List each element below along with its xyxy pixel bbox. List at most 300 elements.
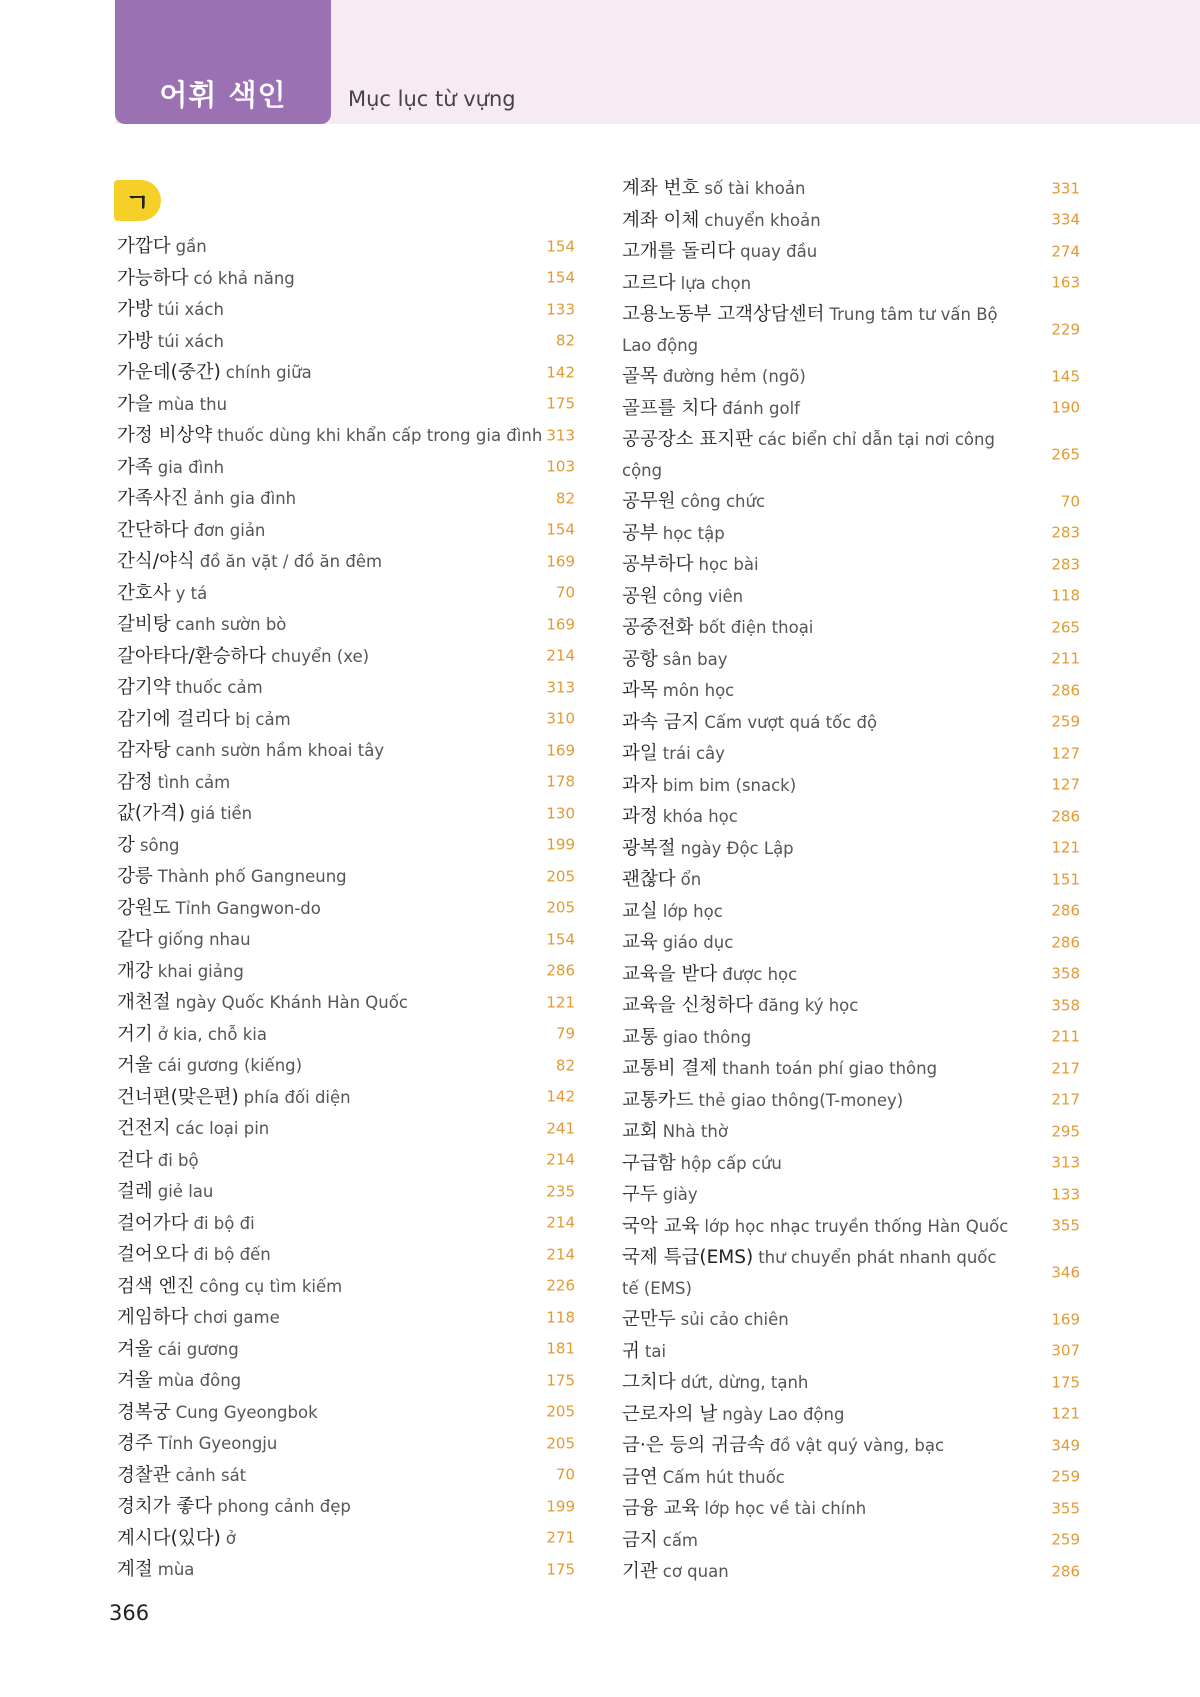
entry-vietnamese: tình cảm <box>157 772 231 792</box>
entry-vietnamese: bị cảm <box>235 709 291 729</box>
entry-korean: 교통 <box>622 1026 658 1048</box>
entry-page: 79 <box>555 1024 575 1043</box>
index-entry <box>117 893 577 925</box>
index-entry <box>117 735 577 767</box>
entry-vietnamese: các loại pin <box>175 1119 270 1138</box>
entry-page: 259 <box>1051 1530 1080 1549</box>
entry-vietnamese: giáo dục <box>662 933 734 952</box>
entry-korean: 가을 <box>117 393 153 415</box>
entry-korean: 공원 <box>622 585 658 607</box>
entry-page: 286 <box>1051 681 1080 700</box>
entry-vietnamese: lớp học nhạc truyền thống Hàn Quốc <box>704 1216 1009 1236</box>
entry-korean: 공무원 <box>622 491 676 512</box>
entry-korean: 게임하다 <box>117 1307 189 1328</box>
entry-page: 121 <box>546 993 575 1012</box>
entry-korean: 골프를 치다 <box>622 397 718 419</box>
entry-page: 358 <box>1051 996 1080 1015</box>
entry-page: 154 <box>546 930 575 949</box>
entry-korean: 골목 <box>622 366 658 387</box>
entry-vietnamese: bim bim (snack) <box>662 775 797 795</box>
entry-page: 169 <box>546 615 575 634</box>
index-entry <box>117 1082 577 1114</box>
index-entry <box>117 1208 577 1240</box>
entry-page: 286 <box>1051 901 1080 920</box>
index-entry <box>622 361 1082 393</box>
entry-vietnamese: sủi cảo chiên <box>680 1310 789 1329</box>
entry-page: 175 <box>546 394 575 413</box>
index-entry <box>117 1428 577 1460</box>
entry-page: 169 <box>1051 1310 1080 1329</box>
entry-korean: 같다 <box>117 929 153 950</box>
entry-vietnamese: đi bộ đến <box>193 1245 271 1264</box>
entry-vietnamese: lựa chọn <box>680 273 752 293</box>
entry-vietnamese: trái cây <box>662 744 725 763</box>
entry-korean: 건전지 <box>117 1118 171 1139</box>
entry-vietnamese: giày <box>662 1185 698 1204</box>
entry-korean: 구두 <box>622 1184 658 1205</box>
entry-page: 121 <box>1051 1404 1080 1423</box>
index-entry <box>117 578 577 610</box>
index-entry <box>622 1242 1082 1304</box>
index-entry <box>622 486 1082 518</box>
index-entry <box>117 1554 577 1586</box>
entry-page: 271 <box>546 1528 575 1547</box>
entry-page: 70 <box>555 1465 575 1484</box>
entry-vietnamese: cái gương <box>157 1339 239 1359</box>
index-entry <box>622 801 1082 833</box>
entry-page: 214 <box>546 1245 575 1264</box>
index-entry <box>622 990 1082 1022</box>
entry-page: 310 <box>546 709 575 728</box>
entry-korean: 과정 <box>622 806 658 827</box>
entry-vietnamese: gần <box>175 237 207 256</box>
entry-vietnamese: mùa thu <box>157 394 228 414</box>
entry-page: 181 <box>546 1339 575 1358</box>
index-entry <box>117 357 577 389</box>
entry-vietnamese: có khả năng <box>193 268 295 288</box>
entry-vietnamese: giống nhau <box>157 930 251 949</box>
entry-page: 82 <box>555 489 575 508</box>
entry-vietnamese: Thành phố Gangneung <box>157 867 347 886</box>
entry-korean: 그치다 <box>622 1372 676 1393</box>
entry-vietnamese: cảnh sát <box>175 1465 247 1485</box>
entry-page: 355 <box>1051 1216 1080 1235</box>
entry-korean: 과속 금지 <box>622 711 700 733</box>
entry-page: 169 <box>546 741 575 760</box>
entry-page: 283 <box>1051 523 1080 542</box>
entry-page: 127 <box>1051 775 1080 794</box>
entry-vietnamese: hộp cấp cứu <box>680 1153 782 1173</box>
entry-vietnamese: ngày Lao động <box>722 1404 845 1424</box>
index-entry <box>117 1176 577 1208</box>
index-entry <box>117 987 577 1019</box>
index-entry <box>622 1556 1082 1588</box>
entry-vietnamese: chơi game <box>193 1308 280 1327</box>
entry-page: 214 <box>546 646 575 665</box>
entry-korean: 교실 <box>622 900 658 922</box>
entry-vietnamese: học tập <box>662 523 725 543</box>
entry-page: 229 <box>1051 320 1080 339</box>
index-column-left <box>117 231 577 1586</box>
entry-vietnamese: chuyển khoản <box>704 210 821 230</box>
index-entry <box>117 924 577 956</box>
index-entry <box>622 1053 1082 1085</box>
index-entry <box>622 644 1082 676</box>
entry-vietnamese: giẻ lau <box>157 1182 214 1201</box>
entry-korean: 거기 <box>117 1023 153 1045</box>
entry-vietnamese: gia đình <box>157 457 225 477</box>
entry-vietnamese: canh sườn bò <box>175 615 287 634</box>
entry-korean: 귀 <box>622 1340 640 1362</box>
entry-korean: 금지 <box>622 1529 658 1551</box>
entry-korean: 강원도 <box>117 897 171 919</box>
entry-page: 163 <box>1051 273 1080 292</box>
entry-page: 358 <box>1051 964 1080 983</box>
entry-korean: 감기약 <box>117 677 171 698</box>
index-entry <box>622 1116 1082 1148</box>
entry-page: 118 <box>546 1308 575 1327</box>
entry-page: 205 <box>546 898 575 917</box>
entry-vietnamese: môn học <box>662 681 735 700</box>
entry-korean: 교육을 받다 <box>622 963 718 985</box>
entry-vietnamese: bốt điện thoại <box>698 618 814 637</box>
entry-korean: 계좌 이체 <box>622 209 700 231</box>
entry-page: 142 <box>546 363 575 382</box>
entry-page: 175 <box>1051 1373 1080 1392</box>
entry-korean: 감정 <box>117 771 153 793</box>
index-entry <box>622 612 1082 644</box>
index-entry <box>622 959 1082 991</box>
entry-page: 154 <box>546 520 575 539</box>
entry-korean: 가운데(중간) <box>117 362 221 383</box>
entry-page: 178 <box>546 772 575 791</box>
entry-page: 70 <box>555 583 575 602</box>
entry-korean: 경주 <box>117 1433 153 1454</box>
entry-vietnamese: cấm <box>662 1530 699 1550</box>
entry-page: 241 <box>546 1119 575 1138</box>
entry-page: 286 <box>1051 933 1080 952</box>
entry-page: 103 <box>546 457 575 476</box>
entry-page: 70 <box>1060 492 1080 511</box>
index-entry <box>117 1302 577 1334</box>
entry-korean: 가방 <box>117 330 153 352</box>
index-entry <box>117 515 577 547</box>
entry-vietnamese: đơn giản <box>193 520 266 540</box>
entry-page: 331 <box>1051 179 1080 198</box>
index-entry <box>622 1211 1082 1243</box>
entry-korean: 교회 <box>622 1121 658 1142</box>
entry-korean: 간단하다 <box>117 519 189 541</box>
section-letter-badge: ㄱ <box>114 180 161 221</box>
entry-vietnamese: khai giảng <box>157 961 244 981</box>
index-entry <box>117 641 577 673</box>
entry-korean: 광복절 <box>622 837 676 859</box>
entry-vietnamese: khóa học <box>662 807 738 826</box>
entry-korean: 공중전화 <box>622 617 694 638</box>
index-entry <box>117 389 577 421</box>
index-entry <box>622 738 1082 770</box>
entry-vietnamese: thanh toán phí giao thông <box>722 1059 938 1078</box>
entry-page: 175 <box>546 1560 575 1579</box>
entry-korean: 검색 엔진 <box>117 1275 195 1297</box>
entry-vietnamese: cơ quan <box>662 1562 729 1581</box>
entry-vietnamese: ổn <box>680 870 702 889</box>
entry-korean: 과목 <box>622 680 658 701</box>
index-entry <box>622 896 1082 928</box>
index-entry <box>117 1460 577 1492</box>
entry-korean: 교통카드 <box>622 1089 694 1111</box>
entry-vietnamese: Cấm hút thuốc <box>662 1467 785 1487</box>
entry-korean: 공부 <box>622 522 658 544</box>
entry-vietnamese: dứt, dừng, tạnh <box>680 1373 809 1392</box>
entry-korean: 경복궁 <box>117 1401 171 1423</box>
entry-vietnamese: chính giữa <box>225 363 312 382</box>
header-subtitle: Mục lục từ vựng <box>348 87 516 111</box>
index-entry <box>622 1085 1082 1117</box>
index-entry <box>117 1239 577 1271</box>
entry-korean: 건너편(맞은편) <box>117 1086 239 1108</box>
entry-korean: 간호사 <box>117 582 171 604</box>
entry-vietnamese: cái gương (kiếng) <box>157 1056 303 1075</box>
index-entry <box>622 1399 1082 1431</box>
entry-korean: 국악 교육 <box>622 1215 700 1237</box>
entry-page: 346 <box>1051 1263 1080 1282</box>
entry-korean: 군만두 <box>622 1309 676 1330</box>
entry-korean: 걸레 <box>117 1181 153 1202</box>
entry-vietnamese: đi bộ <box>157 1150 199 1170</box>
entry-page: 349 <box>1051 1436 1080 1455</box>
entry-korean: 걸어가다 <box>117 1212 189 1234</box>
entry-korean: 고르다 <box>622 272 676 294</box>
entry-korean: 갈비탕 <box>117 614 171 635</box>
entry-page: 313 <box>546 678 575 697</box>
entry-vietnamese: Cấm vượt quá tốc độ <box>704 712 878 732</box>
entry-page: 118 <box>1051 586 1080 605</box>
index-entry <box>622 236 1082 268</box>
entry-korean: 가능하다 <box>117 267 189 289</box>
entry-page: 214 <box>546 1150 575 1169</box>
entry-korean: 괜찮다 <box>622 869 676 890</box>
entry-vietnamese: đường hẻm (ngõ) <box>662 367 806 386</box>
index-entry <box>117 1365 577 1397</box>
entry-vietnamese: Tỉnh Gyeongju <box>157 1434 278 1453</box>
entry-korean: 고용노동부 고객상담센터 <box>622 304 825 325</box>
entry-korean: 거울 <box>117 1055 153 1076</box>
entry-korean: 걷다 <box>117 1149 153 1171</box>
entry-vietnamese: công viên <box>662 586 744 606</box>
entry-korean: 금연 <box>622 1466 658 1488</box>
entry-page: 133 <box>546 300 575 319</box>
index-entry <box>117 830 577 862</box>
entry-vietnamese: ngày Quốc Khánh Hàn Quốc <box>175 993 408 1012</box>
entry-korean: 값(가격) <box>117 803 186 824</box>
entry-page: 133 <box>1051 1185 1080 1204</box>
entry-vietnamese: đánh golf <box>722 398 800 418</box>
entry-page: 145 <box>1051 367 1080 386</box>
index-entry <box>622 864 1082 896</box>
entry-page: 205 <box>546 867 575 886</box>
entry-page: 82 <box>555 331 575 350</box>
entry-korean: 계시다(있다) <box>117 1527 221 1549</box>
entry-page: 154 <box>546 237 575 256</box>
entry-korean: 간식/야식 <box>117 551 195 572</box>
index-entry <box>117 1050 577 1082</box>
entry-vietnamese: chuyển (xe) <box>271 646 370 666</box>
entry-page: 214 <box>546 1213 575 1232</box>
entry-korean: 감자탕 <box>117 740 171 761</box>
entry-page: 226 <box>546 1276 575 1295</box>
entry-vietnamese: phong cảnh đẹp <box>217 1497 351 1516</box>
index-entry <box>117 1334 577 1366</box>
entry-page: 175 <box>546 1371 575 1390</box>
entry-korean: 겨울 <box>117 1338 153 1360</box>
entry-vietnamese: ở kia, chỗ kia <box>157 1024 267 1044</box>
index-entry <box>622 1525 1082 1557</box>
entry-page: 142 <box>546 1087 575 1106</box>
index-entry <box>117 704 577 736</box>
index-entry <box>117 326 577 358</box>
entry-korean: 공항 <box>622 648 658 670</box>
entry-page: 307 <box>1051 1341 1080 1360</box>
index-entry <box>622 1367 1082 1399</box>
entry-page: 259 <box>1051 712 1080 731</box>
entry-page: 205 <box>546 1434 575 1453</box>
entry-vietnamese: đồ vật quý vàng, bạc <box>769 1436 945 1455</box>
index-column-right <box>622 173 1082 1588</box>
entry-korean: 금융 교육 <box>622 1498 700 1519</box>
entry-korean: 교육 <box>622 932 658 953</box>
entry-page: 283 <box>1051 555 1080 574</box>
entry-korean: 겨울 <box>117 1370 153 1391</box>
entry-vietnamese: thuốc dùng khi khẩn cấp trong gia đình <box>217 426 543 445</box>
entry-vietnamese: sông <box>139 835 180 855</box>
index-entry <box>117 609 577 641</box>
entry-page: 169 <box>546 552 575 571</box>
index-entry <box>622 518 1082 550</box>
index-entry <box>117 452 577 484</box>
entry-vietnamese: thuốc cảm <box>175 678 263 697</box>
entry-korean: 기관 <box>622 1561 658 1582</box>
index-entry <box>117 263 577 295</box>
entry-page: 121 <box>1051 838 1080 857</box>
entry-korean: 가족 <box>117 456 153 478</box>
entry-vietnamese: số tài khoản <box>704 179 806 198</box>
index-entry <box>622 205 1082 237</box>
entry-vietnamese: quay đầu <box>740 242 818 261</box>
entry-korean: 경찰관 <box>117 1464 171 1486</box>
index-entry <box>622 1179 1082 1211</box>
entry-vietnamese: Nhà thờ <box>662 1122 728 1141</box>
entry-page: 127 <box>1051 744 1080 763</box>
entry-korean: 가족사진 <box>117 488 189 509</box>
entry-vietnamese: ảnh gia đình <box>193 489 297 508</box>
entry-vietnamese: thẻ giao thông(T-money) <box>698 1090 904 1110</box>
entry-korean: 개천절 <box>117 992 171 1013</box>
entry-page: 217 <box>1051 1090 1080 1109</box>
entry-korean: 금·은 등의 귀금속 <box>622 1435 765 1456</box>
entry-page: 211 <box>1051 649 1080 668</box>
entry-korean: 공부하다 <box>622 554 694 575</box>
entry-vietnamese: ngày Độc Lập <box>680 838 794 858</box>
entry-vietnamese: phía đối diện <box>243 1087 351 1107</box>
entry-korean: 교육을 신청하다 <box>622 995 753 1016</box>
index-entry <box>117 1145 577 1177</box>
entry-vietnamese: sân bay <box>662 649 728 669</box>
entry-korean: 개강 <box>117 960 153 982</box>
entry-korean: 가깝다 <box>117 236 171 257</box>
index-entry <box>117 231 577 263</box>
index-entry <box>622 299 1082 361</box>
entry-vietnamese: túi xách <box>157 300 224 319</box>
entry-page: 295 <box>1051 1122 1080 1141</box>
entry-korean: 과일 <box>622 743 658 764</box>
entry-vietnamese: các biển chỉ dẫn tại nơi công cộng <box>622 430 995 480</box>
index-entry <box>117 1019 577 1051</box>
entry-page: 235 <box>546 1182 575 1201</box>
index-entry <box>622 927 1082 959</box>
entry-page: 199 <box>546 835 575 854</box>
index-entry <box>117 1113 577 1145</box>
entry-vietnamese: học bài <box>698 555 759 574</box>
entry-page: 154 <box>546 268 575 287</box>
entry-korean: 공공장소 표지판 <box>622 429 753 450</box>
entry-page: 190 <box>1051 398 1080 417</box>
entry-korean: 가방 <box>117 299 153 320</box>
index-entry <box>117 1271 577 1303</box>
entry-page: 274 <box>1051 242 1080 261</box>
entry-page: 151 <box>1051 870 1080 889</box>
entry-vietnamese: công chức <box>680 492 766 511</box>
entry-korean: 가정 비상약 <box>117 425 213 446</box>
entry-vietnamese: tai <box>644 1341 667 1361</box>
index-entry <box>622 268 1082 300</box>
entry-korean: 감기에 걸리다 <box>117 708 231 730</box>
entry-vietnamese: được học <box>722 964 798 984</box>
entry-page: 286 <box>1051 807 1080 826</box>
entry-vietnamese: ở <box>225 1528 236 1548</box>
index-entry <box>117 546 577 578</box>
index-entry <box>622 424 1082 486</box>
entry-korean: 고개를 돌리다 <box>622 241 736 262</box>
entry-vietnamese: công cụ tìm kiếm <box>199 1276 343 1296</box>
entry-korean: 강 <box>117 834 135 856</box>
entry-vietnamese: đi bộ đi <box>193 1213 255 1233</box>
index-entry <box>117 1523 577 1555</box>
index-entry <box>117 294 577 326</box>
index-entry <box>117 672 577 704</box>
index-entry <box>622 1493 1082 1525</box>
index-entry <box>622 1430 1082 1462</box>
entry-vietnamese: mùa <box>157 1560 195 1579</box>
entry-vietnamese: lớp học về tài chính <box>704 1499 867 1518</box>
index-entry <box>622 1462 1082 1494</box>
entry-korean: 걸어오다 <box>117 1244 189 1265</box>
entry-vietnamese: đồ ăn vặt / đồ ăn đêm <box>199 552 383 571</box>
entry-korean: 경치가 좋다 <box>117 1496 213 1517</box>
entry-page: 313 <box>546 426 575 445</box>
entry-korean: 근로자의 날 <box>622 1403 718 1425</box>
entry-vietnamese: canh sườn hầm khoai tây <box>175 741 385 760</box>
entry-vietnamese: giao thông <box>662 1027 752 1047</box>
index-entry <box>622 1022 1082 1054</box>
entry-korean: 계좌 번호 <box>622 178 700 199</box>
entry-korean: 구급함 <box>622 1152 676 1174</box>
index-entry <box>117 420 577 452</box>
entry-vietnamese: túi xách <box>157 331 224 351</box>
index-entry <box>622 675 1082 707</box>
index-entry <box>622 549 1082 581</box>
entry-vietnamese: đăng ký học <box>757 996 859 1015</box>
